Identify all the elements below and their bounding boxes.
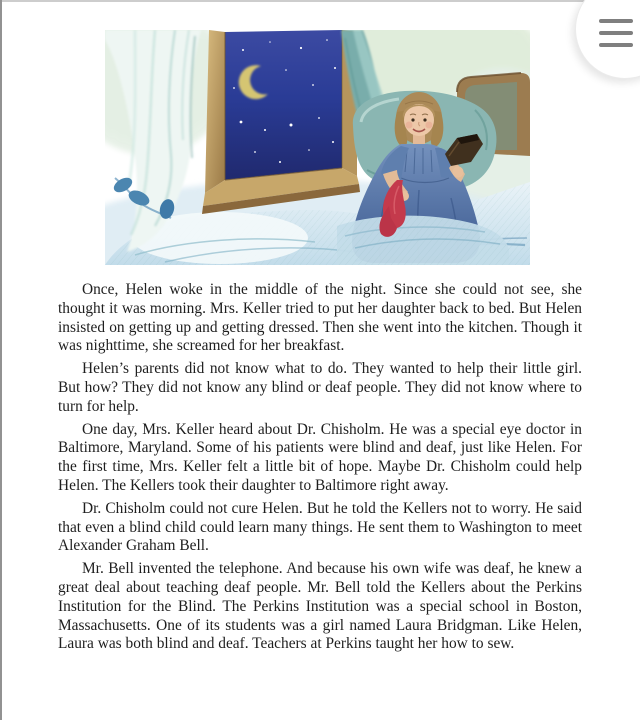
page-top-border: [0, 0, 640, 2]
menu-button[interactable]: [575, 0, 640, 79]
hamburger-bar: [599, 43, 633, 47]
story-text: [58, 281, 582, 658]
hamburger-bar: [599, 31, 633, 35]
hamburger-menu-icon: [599, 19, 633, 47]
story-illustration: [105, 30, 530, 265]
story-paragraph: Helen’s parents did not know what to do. They wanted to help their little girl. But how? They did not know any blind or deaf people. They did not know where to turn for help.: [58, 360, 582, 415]
window: [225, 30, 342, 180]
night-bedroom-scene: [105, 30, 530, 265]
story-paragraph: Dr. Chisholm could not cure Helen. But he told the Kellers not to worry. He said that even a blind child could learn many things. He sent them to Washington to meet Alexander Graham Bell.: [58, 499, 582, 555]
story-paragraph: One day, Mrs. Keller heard about Dr. Chisholm. He was a special eye doctor in Baltimore, Maryland. Some of his patients were blind and deaf, just like Helen. For the first time, Mrs. Keller felt a little bit of hope. Maybe Dr. Chisholm could help Helen. The Kellers took their daughter to Baltimore right away.: [58, 420, 582, 494]
page-left-border: [0, 0, 2, 720]
story-paragraph: Mr. Bell invented the telephone. And because his own wife was deaf, he knew a great deal about teaching deaf people. Mr. Bell told the Kellers about the Perkins Institution for the Blind. The Perkins Institution was a special school in Boston, Massachusetts. One of its students was a girl named Laura Bridgman. Like Helen, Laura was both blind and deaf. Teachers at Perkins taught her how to sew.: [58, 560, 582, 653]
story-paragraph: Once, Helen woke in the middle of the night. Since she could not see, she thought it was morning. Mrs. Keller tried to put her daughter back to bed. But Helen insisted on getting up and getting dressed. Then she went into the kitchen. Though it was nighttime, she screamed for her breakfast.: [58, 281, 582, 355]
hamburger-bar: [599, 19, 633, 23]
